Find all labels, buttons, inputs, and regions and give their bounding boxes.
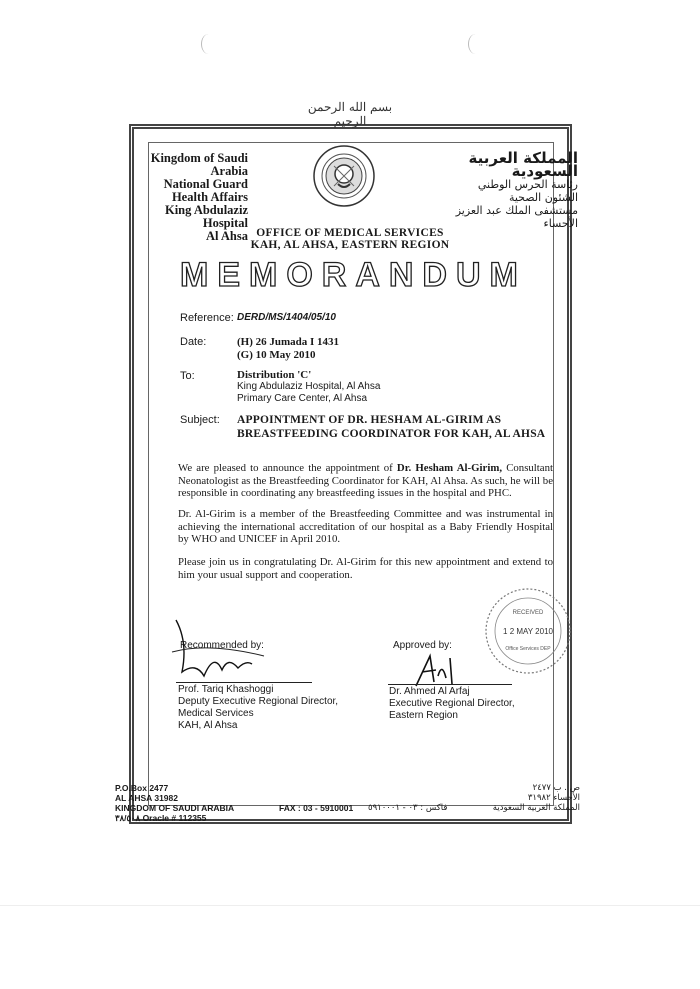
received-stamp-icon — [478, 586, 578, 676]
memo-title: MEMORANDUM — [180, 256, 527, 294]
footer-fax: FAX : 03 - 5910001 — [279, 803, 354, 813]
page-fold-line — [0, 905, 700, 906]
header-ar-line: رئاسة الحرس الوطني — [477, 178, 578, 191]
stamp-office-text: Office Services DEP — [505, 646, 551, 652]
date-label: Date: — [180, 336, 207, 348]
punch-hole-left — [201, 34, 216, 54]
subject-text — [237, 413, 545, 441]
stamp-date-text: 1 2 MAY 2010 — [503, 627, 553, 636]
recommended-block — [178, 684, 338, 732]
footer-fax-arabic: فاكس : ٠٣ - ٥٩١٠٠٠١ — [368, 803, 448, 813]
office-line1: OFFICE OF MEDICAL SERVICES — [256, 227, 444, 239]
body-paragraph-2: Dr. Al-Girim is a member of the Breastfeeding Committee and was instrumental in achieving the international accreditation of our hospital as a Baby Friendly Hospital by WHO and UNICEF in April 2010. — [178, 508, 553, 545]
office-line2: KAH, AL AHSA, EASTERN REGION — [250, 239, 450, 251]
footer-address-ar — [480, 783, 580, 813]
reference-label: Reference: — [180, 312, 234, 324]
header-arabic — [448, 149, 578, 230]
approved-title1: Executive Regional Director, — [389, 698, 515, 709]
bismillah-calligraphy: بسم الله الرحمن الرحيم — [307, 100, 393, 128]
footer-en-line: P.O.Box 2477 — [115, 783, 169, 793]
national-guard-emblem-icon — [312, 144, 376, 208]
body-paragraph-1 — [178, 462, 553, 500]
body-paragraph-3: Please join us in congratulating Dr. Al-Girim for this new appointment and extend to him your usual support and cooperation. — [178, 556, 553, 581]
to-line1: King Abdulaziz Hospital, Al Ahsa — [237, 381, 381, 392]
to-distribution: Distribution 'C' — [237, 369, 312, 381]
p1-intro: We are pleased to announce the appointment of — [178, 462, 397, 474]
recommended-title1: Deputy Executive Regional Director, — [178, 696, 339, 707]
footer-ar-line: الأحساء ٣١٩٨٢ — [527, 793, 580, 803]
date-hijri: (H) 26 Jumada I 1431 — [237, 336, 340, 348]
footer-en-line: AL AHSA 31982 — [115, 793, 178, 803]
header-ar-line: مستشفى الملك عبد العزيز — [455, 204, 578, 217]
approved-title2: Eastern Region — [389, 710, 458, 721]
recommended-signature-line — [176, 682, 312, 683]
office-heading — [180, 227, 520, 251]
recommended-title2: Medical Services — [178, 708, 254, 719]
header-en-line: Kingdom of Saudi Arabia — [150, 151, 248, 178]
stamp-received-text: RECEIVED — [512, 610, 544, 616]
approved-name: Dr. Ahmed Al Arfaj — [389, 686, 470, 697]
header-ar-line: الأحساء — [543, 217, 578, 230]
approved-label: Approved by: — [393, 640, 452, 651]
subject-label: Subject: — [180, 414, 220, 426]
punch-hole-right — [468, 34, 483, 54]
approved-block — [389, 686, 515, 722]
footer-en-line: ٣٨/٥٠٨ Oracle # 112355 — [115, 813, 207, 823]
recommended-label: Recommended by: — [180, 640, 264, 651]
recommended-title3: KAH, Al Ahsa — [178, 720, 238, 731]
footer-address-en — [115, 783, 234, 823]
header-en-line: Health Affairs — [171, 190, 248, 204]
footer-en-line: KINGDOM OF SAUDI ARABIA — [115, 803, 235, 813]
p1-rest: Consultant Neonatologist as the Breastfeeding Coordinator for KAH, Al Ahsa. As such, he will be responsible in coordinating any breastfeeding issues in the hospital and PHC. — [178, 462, 553, 499]
subject-line1: APPOINTMENT OF DR. HESHAM AL-GIRIM AS — [237, 414, 502, 426]
footer-ar-line: المملكة العربية السعودية — [492, 803, 580, 813]
approved-signature-line — [388, 684, 512, 685]
header-en-line: National Guard — [163, 177, 248, 191]
header-ar-line: الشئون الصحية — [508, 191, 578, 204]
subject-line2: BREASTFEEDING COORDINATOR FOR KAH, AL AHSA — [237, 428, 546, 440]
to-line2: Primary Care Center, Al Ahsa — [237, 393, 368, 404]
header-en-line: Al Ahsa — [205, 229, 248, 243]
signature-khashoggi-icon — [168, 612, 278, 692]
recommended-name: Prof. Tariq Khashoggi — [178, 684, 274, 695]
footer-ar-line: ص . ب ٢٤٧٧ — [532, 783, 580, 793]
date-gregorian: (G) 10 May 2010 — [237, 349, 316, 361]
to-label: To: — [180, 370, 195, 382]
header-ar-line: المملكة العربية السعودية — [468, 149, 578, 180]
header-en-line: King Abdulaziz Hospital — [164, 203, 248, 230]
reference-value: DERD/MS/1404/05/10 — [237, 312, 336, 323]
appointee-name: Dr. Hesham Al-Girim, — [396, 462, 503, 474]
